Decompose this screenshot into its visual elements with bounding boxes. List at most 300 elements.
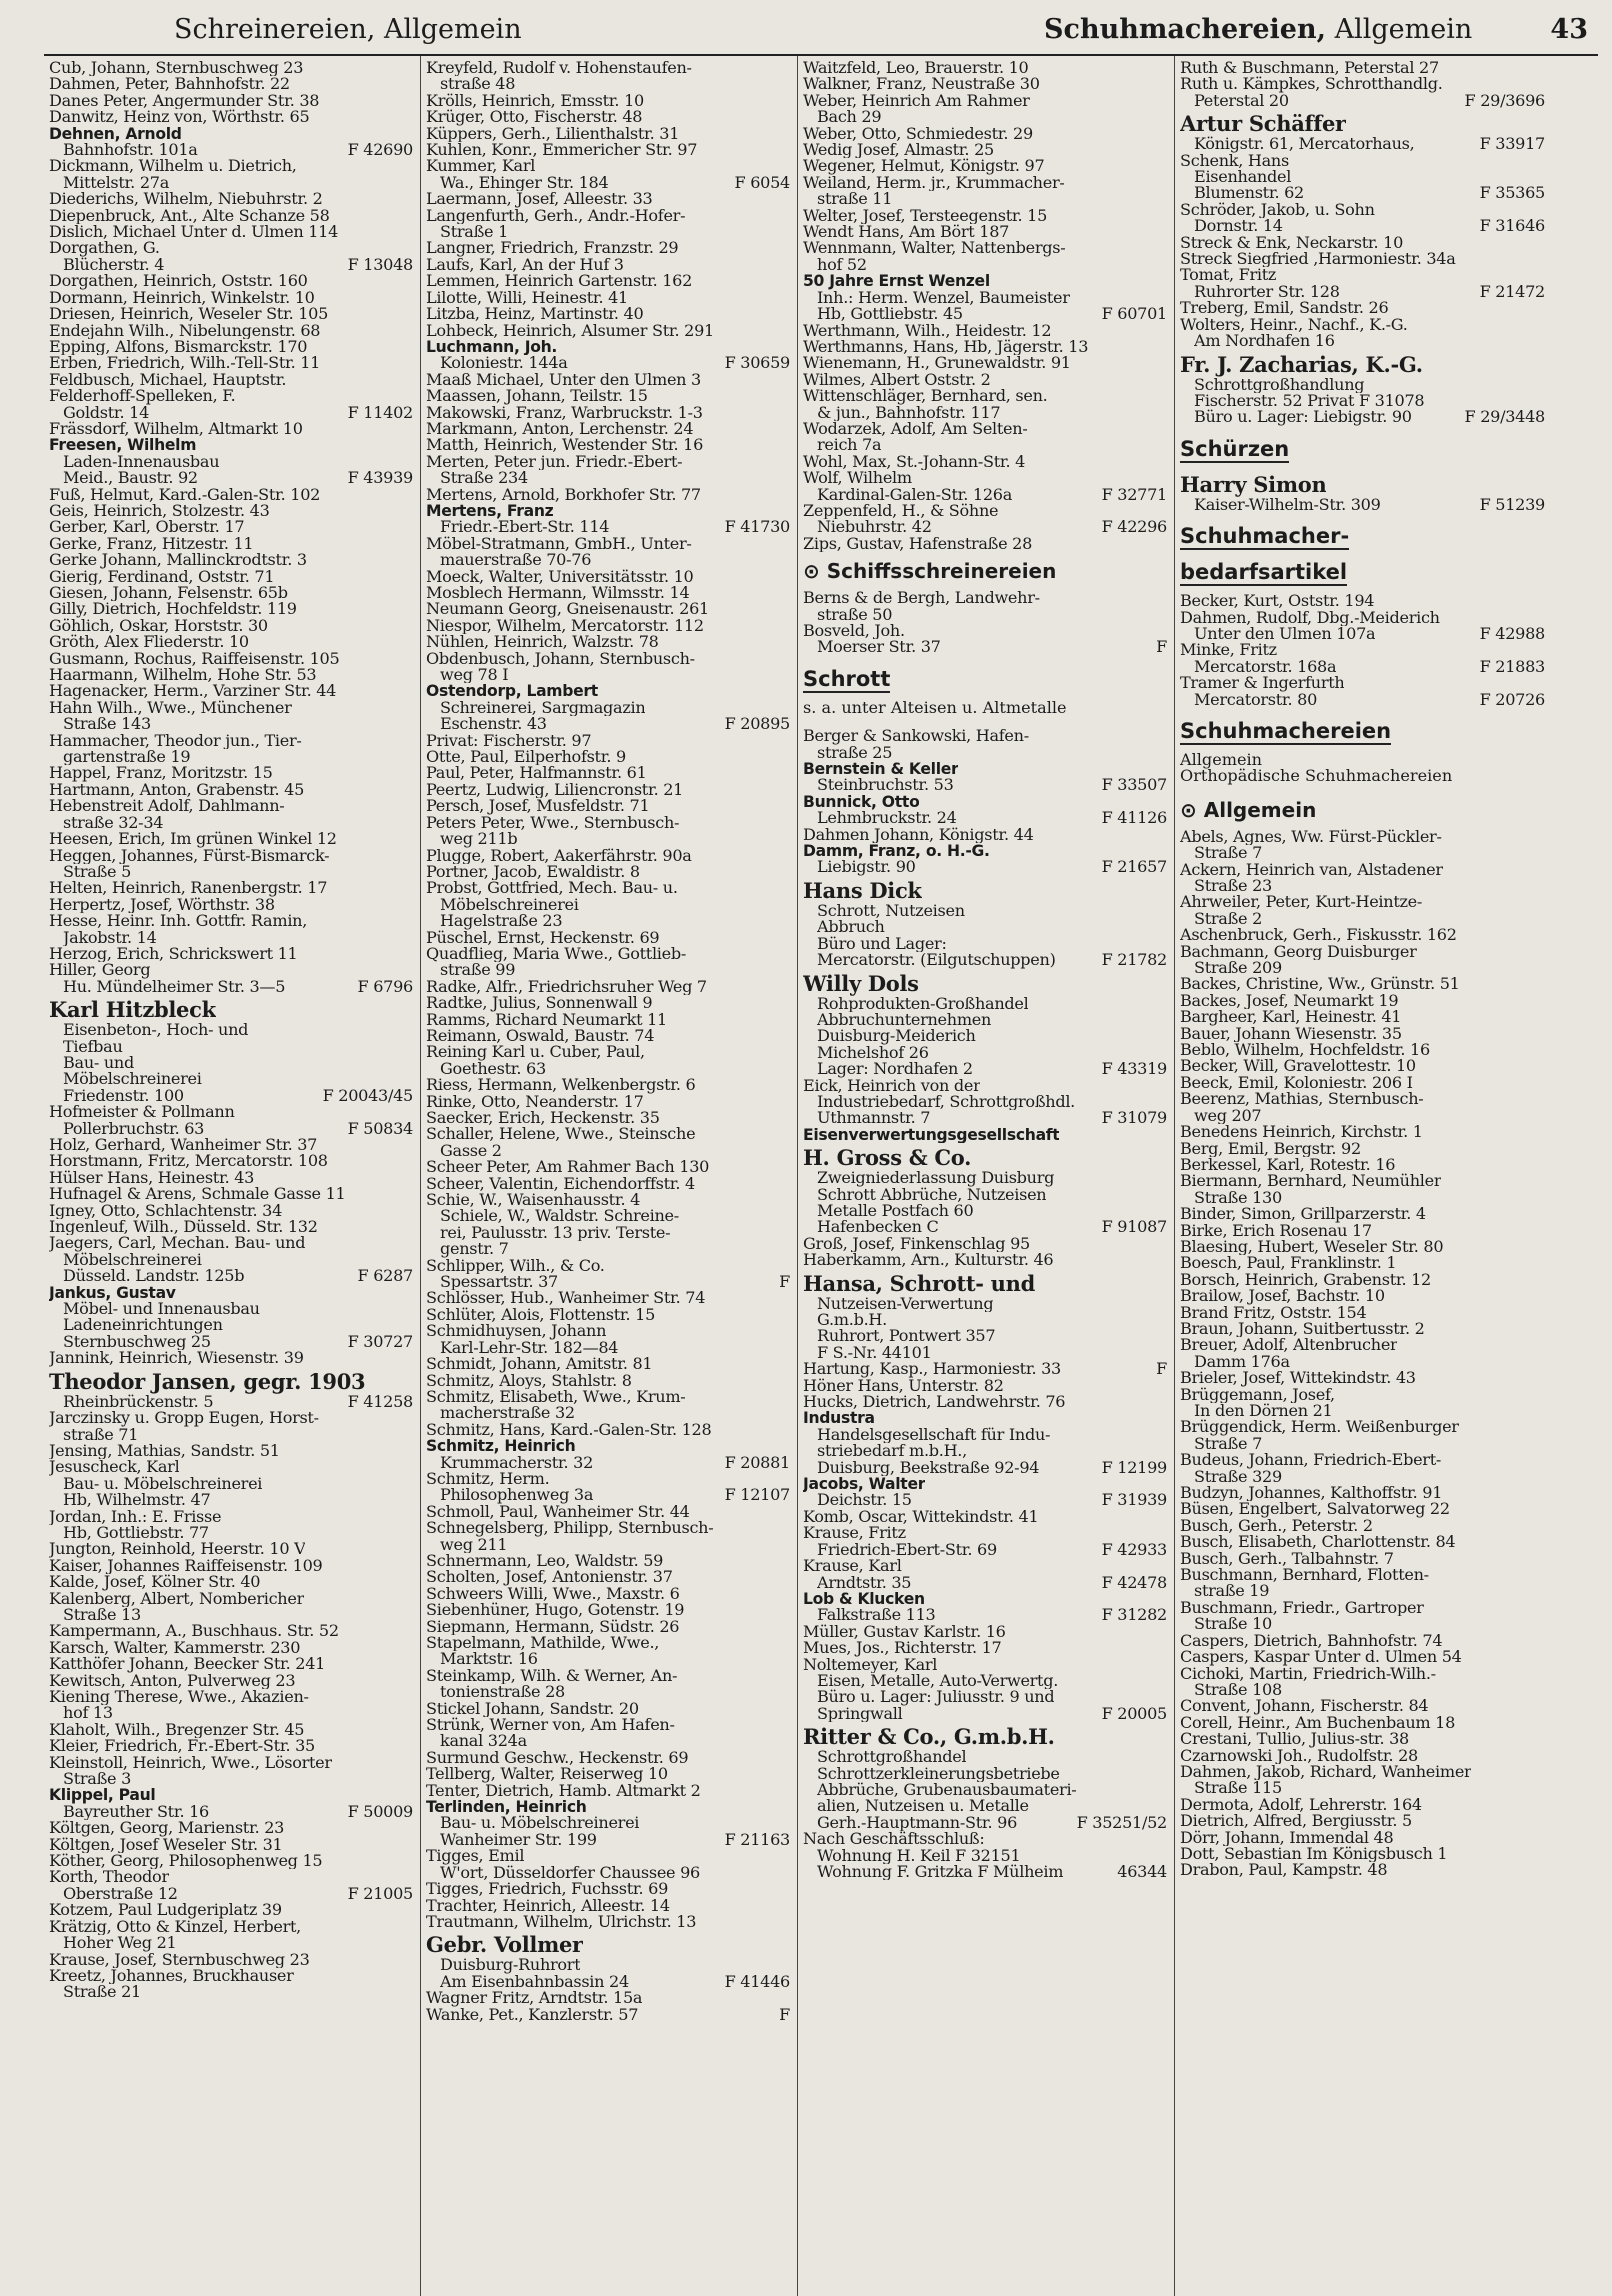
entry-line <box>49 618 413 634</box>
entry-line <box>1180 1567 1545 1583</box>
directory-entry <box>803 1624 1167 1640</box>
entry-line <box>49 519 413 535</box>
entry-line <box>426 191 790 207</box>
entry-text: Abbruch <box>817 919 885 936</box>
entry-line <box>1180 300 1545 316</box>
subsection-heading-text: Schiffsschreinereien <box>826 559 1057 584</box>
entry-line <box>426 1733 790 1749</box>
entry-text: weg 211 <box>440 1536 508 1553</box>
entry-text: Rohprodukten-Großhandel <box>817 995 1029 1012</box>
entry-text: Becker, Kurt, Oststr. 194 <box>1180 593 1375 610</box>
phone-number: F 31282 <box>1101 1605 1167 1625</box>
entry-line <box>1180 1780 1545 1796</box>
directory-entry <box>426 1389 790 1422</box>
entry-line <box>426 1829 790 1849</box>
entry-text: Tellberg, Walter, Reiserweg 10 <box>426 1766 668 1783</box>
entry-text: Bayreuther Str. 16 <box>63 1803 209 1821</box>
subsection-heading <box>1180 797 1545 823</box>
entry-text: Schweers Willi, Wwe., Maxstr. 6 <box>426 1585 680 1603</box>
entry-line <box>49 1022 413 1038</box>
entry-text: Busch, Gerh., Peterstr. 2 <box>1180 1517 1373 1535</box>
entry-line <box>426 437 790 453</box>
directory-entry <box>49 355 413 371</box>
entry-text: Ruth u. Kämpkes, Schrotthandlg. <box>1180 76 1443 93</box>
entry-text: Damm, Franz, o. H.-G. <box>803 843 990 860</box>
entry-line <box>1180 1469 1545 1485</box>
directory-entry <box>1180 350 1545 426</box>
entry-line <box>803 1361 1167 1377</box>
entry-text: Klaholt, Wilh., Bregenzer Str. 45 <box>49 1721 305 1739</box>
entry-text: Kreetz, Johannes, Bruckhauser <box>49 1967 294 1985</box>
entry-line <box>49 1738 413 1754</box>
directory-entry <box>426 1717 790 1750</box>
entry-text: Krätzig, Otto & Kinzel, Herbert, <box>49 1918 301 1936</box>
directory-entry <box>426 995 790 1011</box>
entry-text: Straße 7 <box>1194 1435 1263 1453</box>
phone-number: F 30727 <box>347 1331 413 1351</box>
page-number: 43 <box>1550 14 1588 45</box>
entry-line <box>426 372 790 388</box>
entry-text: Lemmen, Heinrich Gartenstr. 162 <box>426 273 693 290</box>
entry-line <box>803 1219 1167 1235</box>
entry-text: Neumann Georg, Gneisenaustr. 261 <box>426 601 709 618</box>
entry-text: Fuß, Helmut, Kard.-Galen-Str. 102 <box>49 486 321 503</box>
entry-line <box>426 1044 790 1060</box>
entry-text: weg 78 I <box>440 667 509 684</box>
directory-entry <box>803 323 1167 339</box>
entry-text: Hb, Gottliebstr. 77 <box>63 1524 209 1542</box>
entry-text: straße 48 <box>440 76 516 93</box>
entry-text: Wanke, Pet., Kanzlerstr. 57 <box>426 2006 639 2023</box>
entry-line <box>1180 112 1545 136</box>
entry-text: Bau- und <box>63 1054 134 1072</box>
entry-text: Bunnick, Otto <box>803 793 920 811</box>
entry-text: Becker, Will, Gravelottestr. 10 <box>1180 1058 1416 1075</box>
entry-line <box>803 1012 1167 1028</box>
directory-entry <box>1180 610 1545 643</box>
entry-line <box>803 109 1167 125</box>
entry-text: Möbel-Stratmann, GmbH., Unter- <box>426 535 692 553</box>
entry-line <box>426 470 790 486</box>
entry-line <box>49 1919 413 1935</box>
directory-entry <box>1180 1633 1545 1649</box>
directory-entry <box>1180 1223 1545 1239</box>
entry-line <box>803 1624 1167 1640</box>
entry-text: kanal 324a <box>440 1733 527 1750</box>
entry-line <box>49 1118 413 1138</box>
directory-entry <box>1180 1485 1545 1501</box>
directory-entry <box>49 782 413 798</box>
entry-line <box>49 634 413 650</box>
entry-text: Langner, Friedrich, Franzstr. 29 <box>426 240 679 257</box>
entry-text: Schenk, Hans <box>1180 152 1289 170</box>
entry-text: Blücherstr. 4 <box>63 256 165 274</box>
entry-text: Schrott, Nutzeisen <box>817 902 965 920</box>
directory-entry <box>426 1258 790 1291</box>
entry-line <box>1180 1206 1545 1222</box>
entry-text: Tiefbau <box>63 1038 123 1055</box>
entry-line <box>803 158 1167 174</box>
directory-entry <box>49 1837 413 1853</box>
entry-line <box>1180 976 1545 992</box>
entry-line <box>803 859 1167 875</box>
entry-line <box>49 1771 413 1787</box>
directory-entry <box>49 60 413 76</box>
directory-entry <box>49 798 413 831</box>
entry-line <box>49 1301 413 1317</box>
entry-text: Hafenbecken C <box>817 1219 939 1236</box>
entry-text: Danwitz, Heinz von, Wörthstr. 65 <box>49 109 310 126</box>
directory-entry <box>49 1755 413 1788</box>
entry-text: Streck Siegfried ,Harmoniestr. 34a <box>1180 251 1456 268</box>
entry-line <box>426 651 790 667</box>
directory-entry <box>49 700 413 733</box>
directory-entry <box>803 421 1167 454</box>
entry-line <box>49 1883 413 1903</box>
directory-entry <box>1180 1157 1545 1173</box>
entry-text: Niebuhrstr. 42 <box>817 519 932 536</box>
entry-text: Korth, Theodor <box>49 1869 169 1886</box>
directory-entry <box>426 126 790 142</box>
entry-text: Dietrich, Alfred, Bergiusstr. 5 <box>1180 1813 1412 1830</box>
directory-entry <box>49 1722 413 1738</box>
phone-number: F 21657 <box>1101 857 1167 877</box>
entry-line <box>49 998 413 1022</box>
entry-line <box>49 1722 413 1738</box>
entry-line <box>49 913 413 929</box>
directory-entry <box>426 618 790 634</box>
entry-line <box>1180 1633 1545 1649</box>
directory-entry <box>803 761 1167 794</box>
entry-line <box>803 536 1167 552</box>
entry-text: Dahmen, Rudolf, Dbg.-Meiderich <box>1180 609 1440 626</box>
entry-text: Költgen, Josef Weseler Str. 31 <box>49 1836 283 1854</box>
entry-text: Probst, Gottfried, Mech. Bau- u. <box>426 880 678 897</box>
entry-text: Möbelschreinerei <box>63 1071 202 1088</box>
entry-line <box>49 1853 413 1869</box>
entry-text: Wanheimer Str. 199 <box>440 1831 597 1849</box>
section-heading-text: Schrott <box>803 666 891 691</box>
entry-text: Gilly, Dietrich, Hochfeldstr. 119 <box>49 601 297 618</box>
entry-text: Ramms, Richard Neumarkt 11 <box>426 1011 667 1028</box>
entry-text: Ackern, Heinrich van, Alstadener <box>1180 861 1443 878</box>
entry-line <box>49 798 413 814</box>
entry-text: Gierig, Ferdinand, Oststr. 71 <box>49 568 275 585</box>
entry-line <box>49 1268 413 1284</box>
entry-line <box>803 1345 1167 1361</box>
directory-entry <box>1180 1846 1545 1862</box>
entry-text: Bauer, Johann Wiesenstr. 35 <box>1180 1025 1402 1043</box>
entry-text: Wohnung F. Gritzka F Mülheim <box>817 1864 1064 1881</box>
entry-line <box>426 1504 790 1520</box>
entry-line <box>426 1176 790 1192</box>
entry-text: Fischerstr. 52 Privat F 31078 <box>1194 392 1425 410</box>
entry-line <box>426 552 790 568</box>
entry-text: Trautmann, Wilhelm, Ulrichstr. 13 <box>426 1913 697 1931</box>
entry-text: Mertens, Franz <box>426 502 554 520</box>
directory-entry <box>803 1269 1167 1362</box>
entry-text: Ruth & Buschmann, Peterstal 27 <box>1180 60 1439 77</box>
entry-text: Laufs, Karl, An der Huf 3 <box>426 256 624 274</box>
entry-line <box>426 1077 790 1093</box>
directory-entry <box>426 1898 790 1914</box>
entry-text: Gröth, Alex Fliederstr. 10 <box>49 634 249 651</box>
directory-entry <box>426 798 790 814</box>
directory-entry <box>49 618 413 634</box>
entry-text: Schmitz, Aloys, Stahlstr. 8 <box>426 1372 632 1389</box>
entry-line <box>49 1591 413 1607</box>
entry-text: Gerke, Franz, Hitzestr. 11 <box>49 535 254 553</box>
phone-number: F 32771 <box>1101 484 1167 504</box>
directory-entry <box>49 913 413 946</box>
entry-line <box>803 1187 1167 1203</box>
entry-line <box>803 1236 1167 1252</box>
entry-line <box>49 191 413 207</box>
entry-line <box>426 1143 790 1159</box>
entry-line <box>49 60 413 76</box>
entry-text: Brieler, Josef, Wittekindstr. 43 <box>1180 1370 1416 1387</box>
entry-line <box>49 306 413 322</box>
entry-text: Schnermann, Leo, Waldstr. 59 <box>426 1552 664 1570</box>
entry-line <box>1180 409 1545 425</box>
entry-text: Straße 7 <box>1194 845 1263 862</box>
directory-entry <box>426 946 790 979</box>
entry-text: Luchmann, Joh. <box>426 338 558 356</box>
entry-text: Marktstr. 16 <box>440 1651 538 1668</box>
directory-entry <box>803 1236 1167 1252</box>
directory-entry <box>426 683 790 732</box>
entry-text: Krause, Karl <box>803 1558 902 1575</box>
entry-text: Peterstal 20 <box>1194 92 1289 110</box>
entry-line <box>49 402 413 422</box>
entry-line <box>1180 993 1545 1009</box>
entry-text: Straße 209 <box>1194 960 1282 977</box>
entry-line <box>426 930 790 946</box>
entry-line <box>1180 1255 1545 1271</box>
phone-number: F 21472 <box>1479 281 1545 301</box>
entry-line <box>803 1296 1167 1312</box>
directory-entry <box>803 470 1167 503</box>
entry-text: Eick, Heinrich von der <box>803 1077 981 1094</box>
directory-entry <box>426 240 790 256</box>
entry-line <box>49 864 413 880</box>
entry-line <box>49 1935 413 1951</box>
entry-text: Dahmen Johann, Königstr. 44 <box>803 826 1034 844</box>
entry-line <box>49 1476 413 1492</box>
entry-text: Epping, Alfons, Bismarckstr. 170 <box>49 338 308 356</box>
directory-entry <box>426 765 790 781</box>
directory-entry <box>49 1853 413 1869</box>
entry-text: Braun, Johann, Suitbertusstr. 2 <box>1180 1320 1425 1338</box>
directory-entry <box>426 109 790 125</box>
entry-line <box>803 355 1167 371</box>
entry-text: Maaß Michael, Unter den Ulmen 3 <box>426 371 701 389</box>
entry-line <box>426 634 790 650</box>
entry-text: Giesen, Johann, Felsenstr. 65b <box>49 585 288 602</box>
entry-text: Möbelschreinerei <box>63 1251 202 1269</box>
entry-line <box>426 519 790 535</box>
entry-text: Karl-Lehr-Str. 182—84 <box>440 1339 619 1357</box>
entry-text: Jannink, Heinrich, Wiesenstr. 39 <box>49 1350 304 1367</box>
entry-line <box>49 1837 413 1853</box>
entry-text: Diederichs, Wilhelm, Niebuhrstr. 2 <box>49 191 323 208</box>
entry-text: Feldbusch, Michael, Hauptstr. <box>49 371 287 389</box>
entry-text: Schlösser, Hub., Wanheimer Str. 74 <box>426 1290 706 1307</box>
entry-text: Eschenstr. 43 <box>440 716 547 733</box>
entry-text: Laden-Innenausbau <box>63 453 220 471</box>
directory-entry <box>49 765 413 781</box>
entry-text: Dornstr. 14 <box>1194 218 1283 235</box>
phone-number: F 12107 <box>724 1485 790 1505</box>
entry-line <box>803 142 1167 158</box>
directory-entry <box>803 1831 1167 1880</box>
entry-line <box>426 1356 790 1372</box>
entry-line <box>49 1623 413 1639</box>
directory-entry <box>426 536 790 569</box>
directory-entry <box>426 158 790 191</box>
entry-text: Jesuscheck, Karl <box>49 1459 180 1476</box>
entry-text: Eisenverwertungsgesellschaft <box>803 1126 1060 1144</box>
entry-text: Duisburg-Meiderich <box>817 1028 976 1045</box>
directory-entry <box>803 1252 1167 1268</box>
entry-text: Straße 10 <box>1194 1616 1272 1633</box>
entry-line <box>49 503 413 519</box>
entry-line <box>803 639 1167 655</box>
directory-entry <box>803 355 1167 371</box>
phone-number: F 31939 <box>1101 1490 1167 1510</box>
entry-line <box>1180 1354 1545 1370</box>
directory-entry <box>49 1137 413 1153</box>
entry-line <box>1180 1813 1545 1829</box>
directory-entry <box>1180 1124 1545 1140</box>
directory-entry <box>803 208 1167 224</box>
entry-text: Michelshof 26 <box>817 1044 929 1062</box>
entry-text: Reimann, Oswald, Baustr. 74 <box>426 1027 655 1045</box>
directory-entry <box>1180 927 1545 943</box>
entry-text: Jakobstr. 14 <box>63 929 157 946</box>
entry-text: Nühlen, Heinrich, Walzstr. 78 <box>426 634 659 651</box>
directory-entry <box>49 421 413 437</box>
directory-entry <box>49 1558 413 1574</box>
entry-text: Dorgathen, G. <box>49 240 160 257</box>
entry-text: Zeppenfeld, H., & Söhne <box>803 502 999 520</box>
entry-text: Ahrweiler, Peter, Kurt-Heintze- <box>1180 894 1423 911</box>
entry-text: Freesen, Wilhelm <box>49 437 197 454</box>
entry-text: Eisenhandel <box>1194 169 1292 186</box>
directory-entry <box>426 1619 790 1635</box>
entry-text: Berg, Emil, Bergstr. 92 <box>1180 1140 1361 1157</box>
directory-entry <box>426 1471 790 1504</box>
entry-line <box>49 437 413 453</box>
entry-line <box>426 1323 790 1339</box>
directory-entry <box>803 76 1167 92</box>
directory-entry <box>1180 1239 1545 1255</box>
entry-text: straße 71 <box>63 1426 139 1443</box>
entry-line <box>803 93 1167 109</box>
entry-line <box>426 1766 790 1782</box>
entry-line <box>426 716 790 732</box>
entry-line <box>426 1914 790 1930</box>
phone-number: F 20726 <box>1479 689 1545 709</box>
entry-text: Meid., Baustr. 92 <box>63 470 198 487</box>
directory-entry <box>49 1541 413 1557</box>
entry-text: Schmitz, Heinrich <box>426 1438 576 1455</box>
entry-text: straße 99 <box>440 962 516 979</box>
directory-entry <box>49 1459 413 1508</box>
entry-text: Heesen, Erich, Im grünen Winkel 12 <box>49 831 337 848</box>
entry-text: Wendt Hans, Am Bört 187 <box>803 224 1010 241</box>
entry-line <box>803 607 1167 623</box>
entry-text: Niespor, Wilhelm, Mercatorstr. 112 <box>426 617 704 635</box>
directory-entry <box>426 1799 790 1848</box>
entry-text: Kuhlen, Konr., Emmericher Str. 97 <box>426 142 698 159</box>
entry-text: Müller, Gustav Karlstr. 16 <box>803 1623 1006 1641</box>
entry-text: Portner, Jacob, Ewaldistr. 8 <box>426 863 640 881</box>
entry-text: Stapelmann, Mathilde, Wwe., <box>426 1635 660 1652</box>
directory-entry <box>49 651 413 667</box>
entry-text: straße 25 <box>817 744 893 762</box>
section-heading-text: Schürzen <box>1180 436 1290 461</box>
directory-entry <box>49 848 413 881</box>
directory-entry <box>426 372 790 388</box>
entry-text: Drabon, Paul, Kampstr. 48 <box>1180 1862 1388 1879</box>
phone-number: F 42988 <box>1479 623 1545 643</box>
entry-text: Krüger, Otto, Fischerstr. 48 <box>426 109 643 126</box>
entry-line <box>426 765 790 781</box>
directory-entry <box>49 1952 413 1968</box>
entry-line <box>426 1537 790 1553</box>
section-heading-text: Schuhmacher- <box>1180 524 1350 549</box>
entry-text: Walkner, Franz, Neustraße 30 <box>803 76 1040 93</box>
entry-text: Riess, Hermann, Welkenbergstr. 6 <box>426 1077 696 1094</box>
phone-number: F <box>779 2004 790 2024</box>
entry-text: Am Eisenbahnbassin 24 <box>440 1973 629 1991</box>
entry-line <box>49 142 413 158</box>
directory-entry <box>49 995 413 1104</box>
entry-text: hof 13 <box>63 1705 113 1722</box>
entry-text: Költgen, Georg, Marienstr. 23 <box>49 1820 285 1837</box>
entry-text: macherstraße 32 <box>440 1405 575 1422</box>
entry-line <box>803 339 1167 355</box>
entry-line <box>49 470 413 486</box>
entry-text: Kleier, Friedrich, Fr.-Ebert-Str. 35 <box>49 1738 315 1755</box>
entry-text: Langenfurth, Gerh., Andr.-Hofer- <box>426 207 686 225</box>
directory-entry <box>1180 1206 1545 1222</box>
entry-text: Lilotte, Willi, Heinestr. 41 <box>426 289 628 307</box>
entry-line <box>426 1881 790 1897</box>
directory-entry <box>803 158 1167 174</box>
directory-entry <box>803 623 1167 656</box>
entry-line <box>426 1701 790 1717</box>
entry-text: Budzyn, Johannes, Kalthoffstr. 91 <box>1180 1485 1443 1502</box>
entry-text: Duisburg, Beekstraße 92-94 <box>817 1459 1040 1477</box>
entry-text: Bosveld, Joh. <box>803 623 905 640</box>
entry-line <box>803 996 1167 1012</box>
entry-line <box>426 536 790 552</box>
directory-entry <box>1180 829 1545 862</box>
entry-line <box>1180 1419 1545 1435</box>
phone-number: F 21883 <box>1479 656 1545 676</box>
entry-text: Zweigniederlassung Duisburg <box>817 1170 1055 1187</box>
entry-text: Straße 234 <box>440 470 528 487</box>
entry-line <box>426 864 790 880</box>
directory-entry <box>49 519 413 535</box>
entry-line <box>803 1864 1167 1880</box>
directory-entry <box>49 1410 413 1443</box>
entry-text: Friedenstr. 100 <box>63 1087 184 1105</box>
entry-line <box>49 880 413 896</box>
directory-entry <box>803 388 1167 421</box>
